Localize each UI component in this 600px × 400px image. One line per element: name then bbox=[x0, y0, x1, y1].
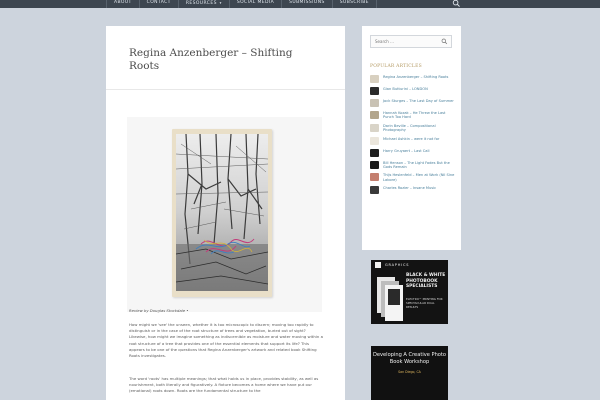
advertisement-photobook-specialists[interactable] bbox=[371, 260, 448, 324]
nav-item-label: CONTACT bbox=[146, 0, 171, 5]
nav-item-label: SUBMISSIONS bbox=[289, 0, 325, 5]
popular-article-item[interactable] bbox=[370, 99, 456, 107]
nav-item-label: ABOUT bbox=[114, 0, 132, 5]
popular-article-item[interactable] bbox=[370, 87, 456, 95]
popular-articles-heading: POPULAR ARTICLES bbox=[370, 64, 422, 69]
article-thumbnail[interactable] bbox=[370, 149, 379, 157]
article-content bbox=[106, 26, 345, 400]
divider bbox=[106, 89, 345, 90]
nav-item-resources[interactable] bbox=[179, 0, 230, 8]
article-thumbnail[interactable] bbox=[370, 186, 379, 194]
search-icon[interactable] bbox=[452, 0, 461, 8]
popular-article-item[interactable] bbox=[370, 149, 456, 157]
article-link[interactable]: Harry Gruyaert – Last Call bbox=[383, 148, 430, 153]
article-link[interactable]: Gian Butturini – LONDON bbox=[383, 87, 428, 91]
article-link[interactable]: Jock Sturges – The Last Day of Summer bbox=[383, 99, 454, 103]
article-thumbnail[interactable] bbox=[370, 137, 379, 145]
article-thumbnail[interactable] bbox=[370, 87, 379, 95]
graphics-logo-icon bbox=[375, 262, 381, 268]
nav-item-label: SUBSCRIBE bbox=[339, 0, 369, 5]
article-link[interactable]: Hannah Kozak – He Threw the Last Punch Too Hard bbox=[383, 111, 446, 120]
nav-item-social-media[interactable] bbox=[230, 0, 282, 8]
nav-item-label: RESOURCES bbox=[185, 1, 217, 6]
article-link[interactable]: Michael Ashkin – were it not for bbox=[383, 136, 440, 141]
nav-menu bbox=[106, 0, 377, 8]
tree-photo-illustration bbox=[176, 134, 268, 291]
ad-brand: GRAPHICS bbox=[385, 263, 410, 267]
popular-article-item[interactable] bbox=[370, 124, 456, 133]
article-link[interactable]: Thijs Heslenfeld – Men at Work (Nil Sine Labore) bbox=[383, 173, 455, 182]
advertisement-photo-book-workshop[interactable] bbox=[371, 346, 448, 400]
nav-item-label: SOCIAL MEDIA bbox=[236, 0, 275, 5]
art-object bbox=[172, 129, 272, 297]
article-link[interactable]: Bill Henson – The Light Fades But the Gods Remain bbox=[383, 160, 450, 170]
nav-item-contact[interactable] bbox=[140, 0, 179, 8]
article-paragraph: How might we 'see' the unseen, whether it is too microscopic to discern; moving too rapidly to distinguish or in the case of the root structure of trees and vegetation, buried out of sight? Likewise, how might we imagine something as indiscernible as moisture and water moving within a root structure of a tree that provides one of the essential elements that support its life? This appears to be one of the questions that Regina Anzenberger's artwork and related book Shifting Roots investigates. bbox=[129, 322, 323, 359]
page-title[interactable]: Regina Anzenberger – Shifting Roots bbox=[129, 47, 293, 72]
nav-item-submissions[interactable] bbox=[282, 0, 333, 8]
search-input[interactable] bbox=[371, 36, 439, 47]
article-thumbnail[interactable] bbox=[370, 75, 379, 83]
sidebar bbox=[362, 26, 461, 250]
article-link[interactable]: Regina Anzenberger – Shifting Roots bbox=[383, 75, 449, 79]
featured-artwork-image bbox=[127, 117, 322, 312]
ad-headline: BLACK & WHITE PHOTOBOOK SPECIALISTS bbox=[406, 273, 446, 290]
popular-article-item[interactable] bbox=[370, 75, 456, 83]
article-link[interactable]: Darin Beville – Compositional Photography bbox=[383, 123, 436, 133]
sidebar-search bbox=[370, 35, 452, 48]
ad-subtext: ELECTRO™ PRINTING FOR SPECTACULAR DUAL RESULTS bbox=[406, 297, 443, 309]
popular-article-item[interactable] bbox=[370, 111, 456, 120]
chevron-down-icon: ▾ bbox=[219, 1, 222, 5]
ad-subtext: San Diego, CA bbox=[398, 370, 421, 374]
nav-item-subscribe[interactable] bbox=[333, 0, 377, 8]
article-link[interactable]: Charles Rozier – Insane Music bbox=[383, 186, 437, 191]
ad-headline: Developing A Creative Photo Book Workshop bbox=[372, 352, 447, 365]
top-navigation-bar bbox=[0, 0, 600, 8]
popular-article-item[interactable] bbox=[370, 161, 456, 170]
popular-article-item[interactable] bbox=[370, 137, 456, 145]
article-paragraph: The word 'roots' has multiple meanings; that what holds us in place, provides stability, as well as nourishment, both literally and figuratively. A fixture becomes a home where we have put our (emotional) roots down. Roots are the fundamental structure to the bbox=[129, 376, 319, 394]
popular-articles-list bbox=[370, 75, 456, 198]
article-thumbnail[interactable] bbox=[370, 111, 379, 119]
photobook-stack-illustration bbox=[375, 273, 405, 323]
search-icon[interactable] bbox=[441, 38, 448, 45]
byline: Review by Douglas Stockdale • bbox=[129, 308, 189, 313]
popular-article-item[interactable] bbox=[370, 173, 456, 182]
article-thumbnail[interactable] bbox=[370, 99, 379, 107]
article-thumbnail[interactable] bbox=[370, 161, 379, 169]
article-thumbnail[interactable] bbox=[370, 173, 379, 181]
popular-article-item[interactable] bbox=[370, 186, 456, 194]
nav-item-about[interactable] bbox=[106, 0, 140, 8]
article-thumbnail[interactable] bbox=[370, 124, 379, 132]
